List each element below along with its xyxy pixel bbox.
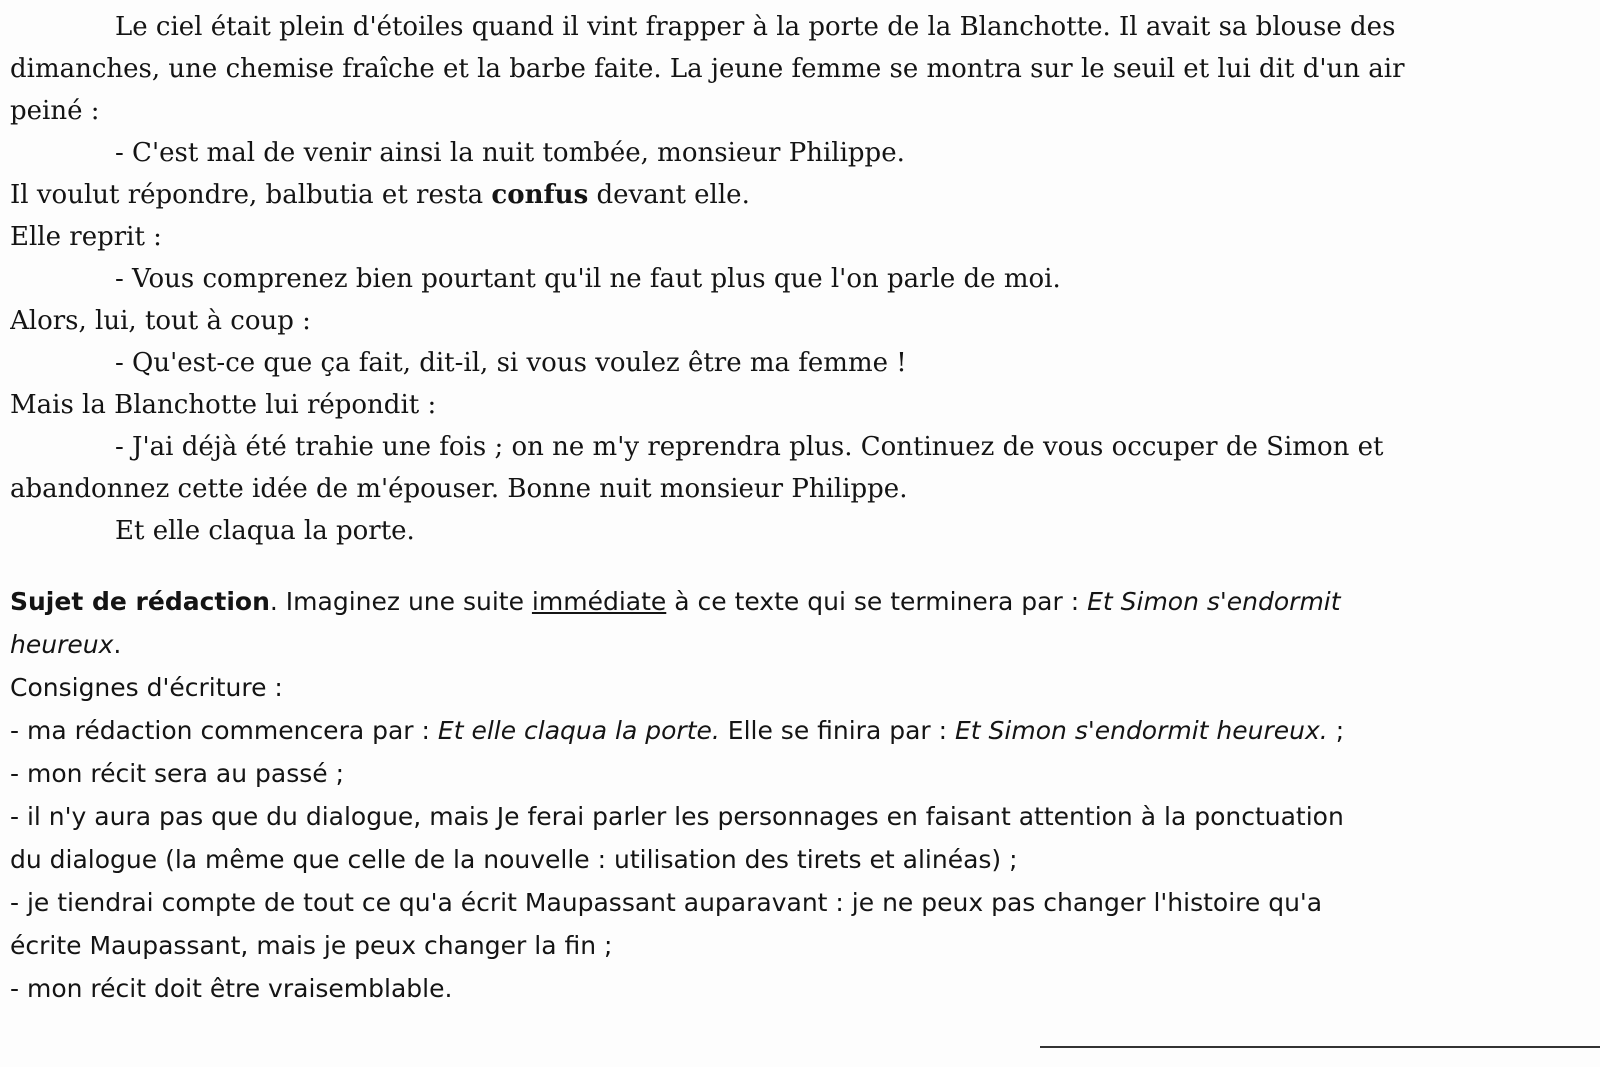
consigne-item-cont: du dialogue (la même que celle de la nouvelle : utilisation des tirets et alinéas) ;	[10, 845, 1018, 874]
consigne-item: - il n'y aura pas que du dialogue, mais Je ferai parler les personnages en faisant attention à la ponctuation	[10, 802, 1344, 831]
consigne-text: Elle se finira par :	[719, 716, 956, 745]
italic-quote: Et Simon s'endormit	[1087, 587, 1341, 616]
dialogue-line: - C'est mal de venir ainsi la nuit tombée, monsieur Philippe.	[115, 138, 905, 168]
italic-quote: heureux	[10, 630, 114, 659]
story-line	[10, 174, 1595, 216]
story-line: dimanches, une chemise fraîche et la barbe faite. La jeune femme se montra sur le seuil et lui dit d'un air	[10, 54, 1405, 84]
story-text: Il voulut répondre, balbutia et resta	[10, 180, 492, 210]
story-excerpt	[10, 6, 1595, 552]
story-line: Le ciel était plein d'étoiles quand il vint frapper à la porte de la Blanchotte. Il avait sa blouse des	[115, 12, 1396, 42]
consigne-item: - mon récit doit être vraisemblable.	[10, 974, 453, 1003]
story-text: devant elle.	[588, 180, 750, 210]
assignment-title: Sujet de rédaction	[10, 587, 270, 616]
story-line: abandonnez cette idée de m'épouser. Bonne nuit monsieur Philippe.	[10, 474, 908, 504]
story-line: Et elle claqua la porte.	[115, 516, 415, 546]
italic-quote: Et elle claqua la porte.	[437, 716, 720, 745]
consignes-heading: Consignes d'écriture :	[10, 673, 283, 702]
story-line: peiné :	[10, 96, 100, 126]
italic-quote: Et Simon s'endormit heureux.	[955, 716, 1328, 745]
assignment-intro	[10, 580, 1595, 623]
consigne-item: - je tiendrai compte de tout ce qu'a écrit Maupassant auparavant : je ne peux pas changer l'histoire qu'a	[10, 888, 1323, 917]
dialogue-line: - J'ai déjà été trahie une fois ; on ne m'y reprendra plus. Continuez de vous occuper de Simon et	[115, 432, 1384, 462]
assignment-block	[10, 580, 1595, 1010]
story-line: Mais la Blanchotte lui répondit :	[10, 390, 437, 420]
assignment-text: à ce texte qui se terminera par :	[666, 587, 1088, 616]
assignment-text: .	[113, 630, 122, 659]
dialogue-line: - Vous comprenez bien pourtant qu'il ne faut plus que l'on parle de moi.	[115, 264, 1061, 294]
assignment-text: . Imaginez une suite	[269, 587, 532, 616]
dialogue-line: - Qu'est-ce que ça fait, dit-il, si vous voulez être ma femme !	[115, 348, 907, 378]
story-line: Alors, lui, tout à coup :	[10, 306, 311, 336]
consigne-item	[10, 709, 1595, 752]
bold-word: confus	[491, 180, 589, 210]
consigne-item: - mon récit sera au passé ;	[10, 759, 345, 788]
consigne-text: - ma rédaction commencera par :	[10, 716, 438, 745]
underlined-word: immédiate	[531, 587, 667, 616]
story-line: Elle reprit :	[10, 222, 162, 252]
consigne-item-cont: écrite Maupassant, mais je peux changer la fin ;	[10, 931, 613, 960]
consigne-text: ;	[1327, 716, 1345, 745]
bottom-rule	[1040, 1046, 1600, 1048]
assignment-intro-cont	[10, 623, 1595, 666]
